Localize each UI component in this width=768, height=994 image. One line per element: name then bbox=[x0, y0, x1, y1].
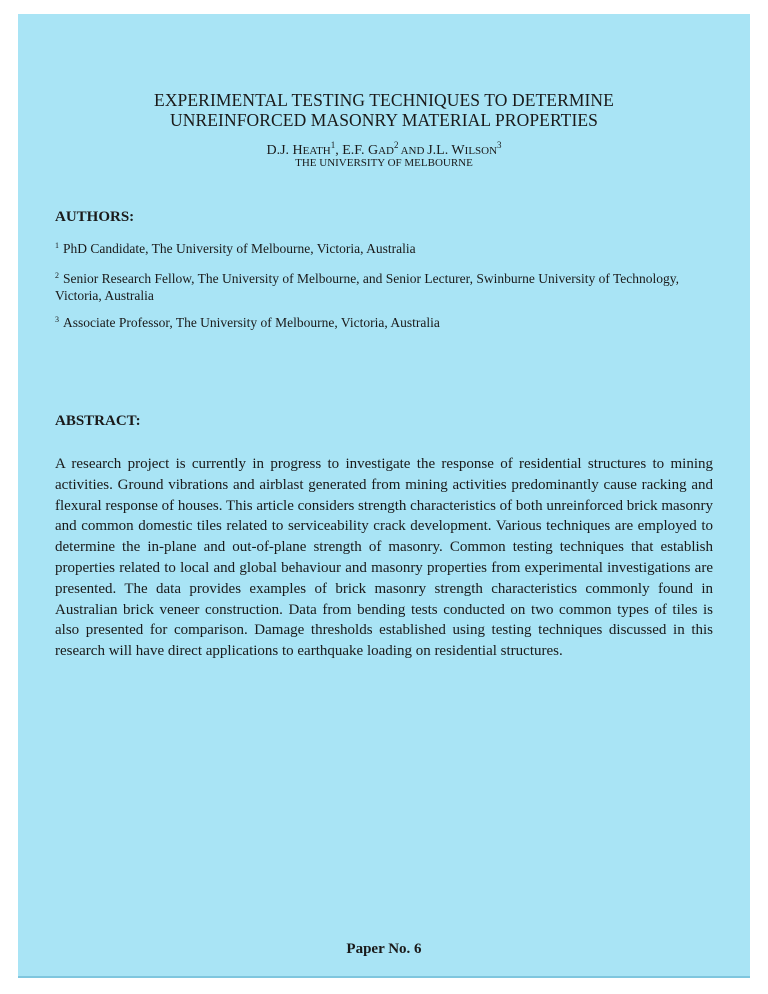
bottom-rule bbox=[18, 976, 750, 978]
paper-number: Paper No. 6 bbox=[346, 941, 422, 957]
author-3-surname: ILSON bbox=[464, 145, 498, 157]
affiliation: THE UNIVERSITY OF MELBOURNE bbox=[295, 157, 473, 169]
author-note-3 bbox=[55, 311, 695, 331]
paper-title bbox=[18, 90, 750, 130]
author-3-mark: 3 bbox=[497, 140, 502, 150]
abstract-heading: ABSTRACT: bbox=[55, 413, 141, 429]
author-1-mark: 1 bbox=[330, 140, 336, 150]
paper-page bbox=[18, 14, 750, 978]
author-note-3-mark: 3 bbox=[55, 315, 59, 324]
author-and: AND bbox=[398, 145, 428, 157]
abstract-body: A research project is currently in progress to investigate the response of residential structures to mining activities. Ground vibrations and airblast generated from mining activities predominantly cause racking and flexural response of houses. This article considers strength characteristics of both unreinforced brick masonry and common domestic tiles related to serviceability crack development. Various techniques are employed to determine the in-plane and out-of-plane strength of masonry. Common testing techniques that establish properties related to local and global behaviour and masonry properties from experimental investigations are presented. The data provides examples of brick masonry strength characteristics commonly found in Australian brick veneer construction. Data from bending tests conducted on two common types of tiles is also presented for comparison. Damage thresholds established using testing techniques discussed in this research will have direct applications to earthquake loading on residential structures. bbox=[55, 456, 713, 660]
author-note-2-mark: 2 bbox=[55, 271, 59, 280]
author-2-surname: AD bbox=[378, 145, 394, 157]
authors-heading: AUTHORS: bbox=[55, 209, 135, 225]
author-note-1 bbox=[55, 237, 695, 257]
author-2-initials: , E.F. G bbox=[335, 143, 379, 158]
title-line-2: UNREINFORCED MASONRY MATERIAL PROPERTIES bbox=[169, 110, 599, 130]
title-line-1: EXPERIMENTAL TESTING TECHNIQUES TO DETERMINE bbox=[154, 90, 614, 110]
author-note-1-text: PhD Candidate, The University of Melbourne, Victoria, Australia bbox=[63, 241, 416, 256]
author-note-1-mark: 1 bbox=[55, 241, 59, 250]
author-2-mark: 2 bbox=[393, 140, 399, 150]
author-1-surname: EATH bbox=[302, 145, 331, 157]
author-3-initials: J.L. W bbox=[427, 143, 465, 158]
author-note-2 bbox=[55, 267, 695, 304]
author-note-3-text: Associate Professor, The University of Melbourne, Victoria, Australia bbox=[63, 315, 440, 330]
author-1-initials: D.J. H bbox=[266, 143, 303, 158]
author-note-2-text: Senior Research Fellow, The University of Melbourne, and Senior Lecturer, Swinburne University of Technology, Victoria, Australia bbox=[55, 271, 679, 303]
